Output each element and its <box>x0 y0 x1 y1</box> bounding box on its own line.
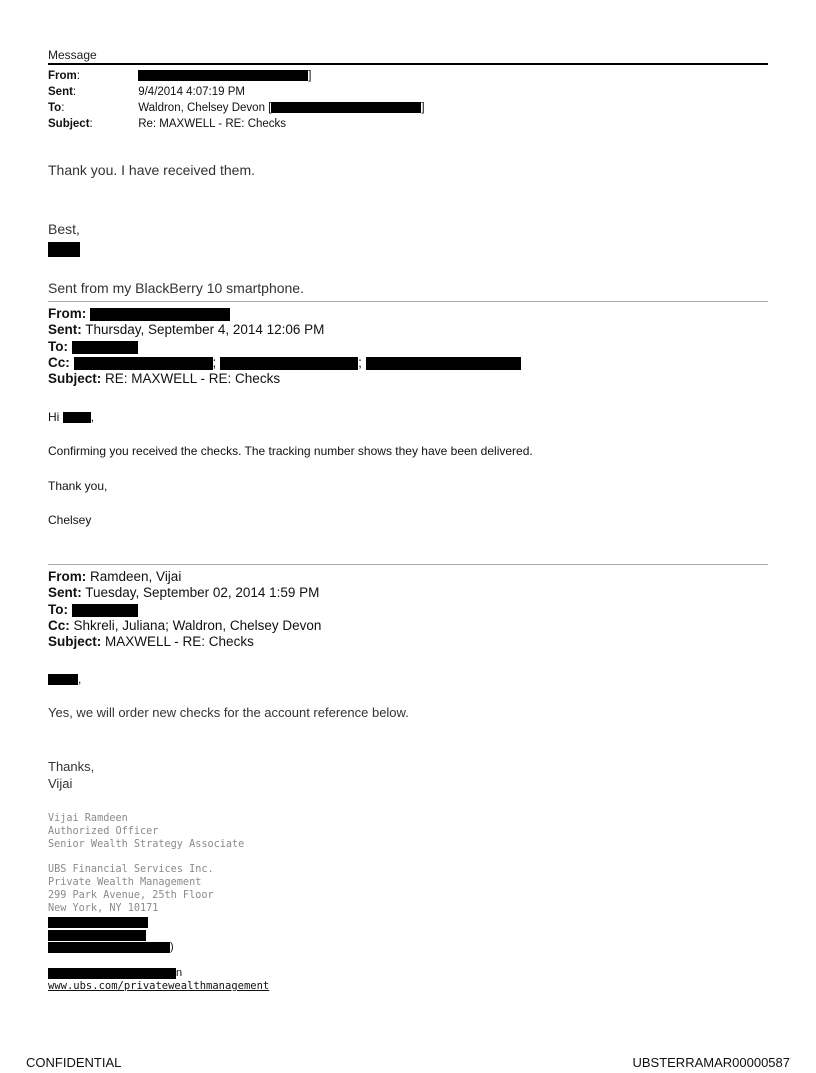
quoted2-sent-row <box>48 585 319 601</box>
quoted1-subject-value: RE: MAXWELL - RE: Checks <box>105 371 281 386</box>
quote-divider-1 <box>48 301 768 302</box>
blackberry-signature: Sent from my BlackBerry 10 smartphone. <box>48 280 304 296</box>
quoted1-from-label: From: <box>48 306 87 321</box>
quoted1-subject-row <box>48 371 280 387</box>
greeting-word: Hi <box>48 410 60 424</box>
message-label: Message <box>48 48 97 62</box>
to-value: Waldron, Chelsey Devon [ <box>138 102 272 114</box>
quote-divider-2 <box>48 564 768 565</box>
redacted-contact-3-row <box>48 941 174 953</box>
redacted-contact-1 <box>48 917 148 928</box>
header-divider <box>48 63 768 65</box>
quoted1-to-row <box>48 339 138 355</box>
header-sent-row <box>48 85 245 99</box>
signature-title-2: Senior Wealth Strategy Associate <box>48 839 245 850</box>
quoted2-to-label: To: <box>48 602 68 617</box>
subject-label: Subject: <box>48 118 93 130</box>
redacted-quoted1-recipient <box>72 341 138 354</box>
signature-company: UBS Financial Services Inc. <box>48 864 214 875</box>
quoted2-cc-value: Shkreli, Juliana; Waldron, Chelsey Devon <box>73 618 322 633</box>
quoted1-from-row <box>48 306 230 322</box>
quoted1-closing: Thank you, <box>48 479 108 493</box>
signature-name: Vijai Ramdeen <box>48 813 128 824</box>
reply-line: Thank you. I have received them. <box>48 162 255 178</box>
redacted-contact-3 <box>48 942 170 953</box>
contact-3-paren: ) <box>170 941 174 953</box>
signature-title-1: Authorized Officer <box>48 826 159 837</box>
redacted-cc-2 <box>220 357 358 370</box>
redacted-contact-4-row <box>48 967 182 979</box>
header-to-row <box>48 101 425 115</box>
quoted2-cc-row <box>48 618 321 634</box>
greeting-comma: , <box>90 410 95 424</box>
quoted1-cc-row <box>48 355 521 371</box>
quoted2-cc-label: Cc: <box>48 618 70 633</box>
sent-value: 9/4/2014 4:07:19 PM <box>138 86 245 98</box>
header-subject-row <box>48 117 286 131</box>
quoted2-subject-label: Subject: <box>48 634 102 649</box>
quoted1-greeting <box>48 410 94 424</box>
signature-address-1: 299 Park Avenue, 25th Floor <box>48 890 214 901</box>
redacted-cc-1 <box>74 357 213 370</box>
signature-division: Private Wealth Management <box>48 877 202 888</box>
quoted1-sent-label: Sent: <box>48 322 82 337</box>
redacted-recipient-email <box>271 102 421 113</box>
redacted-reply-signer <box>48 242 80 257</box>
quoted2-subject-value: MAXWELL - RE: Checks <box>105 634 254 649</box>
quoted1-name: Chelsey <box>48 513 92 527</box>
quoted1-subject-label: Subject: <box>48 371 102 386</box>
quoted2-to-row <box>48 602 138 618</box>
from-bracket-close: ] <box>308 70 312 82</box>
redacted-greeting-name <box>63 412 91 423</box>
cc-separator-2: ; <box>358 355 362 370</box>
quoted1-body: Confirming you received the checks. The tracking number shows they have been delivered. <box>48 444 533 458</box>
quoted1-to-label: To: <box>48 339 68 354</box>
cc-separator-1: ; <box>212 355 217 370</box>
quoted2-greeting <box>48 672 81 686</box>
quoted2-body: Yes, we will order new checks for the account reference below. <box>48 705 409 720</box>
from-label: From: <box>48 70 80 82</box>
reply-closing: Best, <box>48 221 80 237</box>
signature-block <box>48 812 244 915</box>
contact-4-trailing: n <box>176 967 183 979</box>
redacted-quoted2-greeting-name <box>48 674 78 685</box>
header-from-row <box>48 69 311 83</box>
signature-address-2: New York, NY 10171 <box>48 903 159 914</box>
quoted2-greeting-comma: , <box>78 672 82 686</box>
footer-confidential: CONFIDENTIAL <box>26 1055 122 1070</box>
subject-value: Re: MAXWELL - RE: Checks <box>138 118 287 130</box>
sent-label: Sent: <box>48 86 77 98</box>
quoted2-sent-label: Sent: <box>48 585 82 600</box>
quoted2-name: Vijai <box>48 776 73 791</box>
footer-bates-number: UBSTERRAMAR00000587 <box>632 1055 790 1070</box>
redacted-contact-4 <box>48 968 176 979</box>
to-bracket-close: ] <box>421 102 425 114</box>
redacted-contact-2 <box>48 930 146 941</box>
redacted-sender <box>138 70 308 81</box>
redacted-quoted1-sender <box>90 308 230 321</box>
quoted2-closing: Thanks, <box>48 759 95 774</box>
quoted1-cc-label: Cc: <box>48 355 70 370</box>
to-label: To: <box>48 102 65 114</box>
redacted-quoted2-recipient <box>72 604 138 617</box>
redacted-cc-3 <box>366 357 521 370</box>
quoted2-subject-row <box>48 634 254 650</box>
quoted2-from-value: Ramdeen, Vijai <box>90 569 182 584</box>
quoted2-sent-value: Tuesday, September 02, 2014 1:59 PM <box>85 585 320 600</box>
quoted1-sent-value: Thursday, September 4, 2014 12:06 PM <box>85 322 325 337</box>
quoted1-sent-row <box>48 322 324 338</box>
quoted2-from-label: From: <box>48 569 87 584</box>
website-link[interactable]: www.ubs.com/privatewealthmanagement <box>48 980 270 992</box>
quoted2-from-row <box>48 569 181 585</box>
